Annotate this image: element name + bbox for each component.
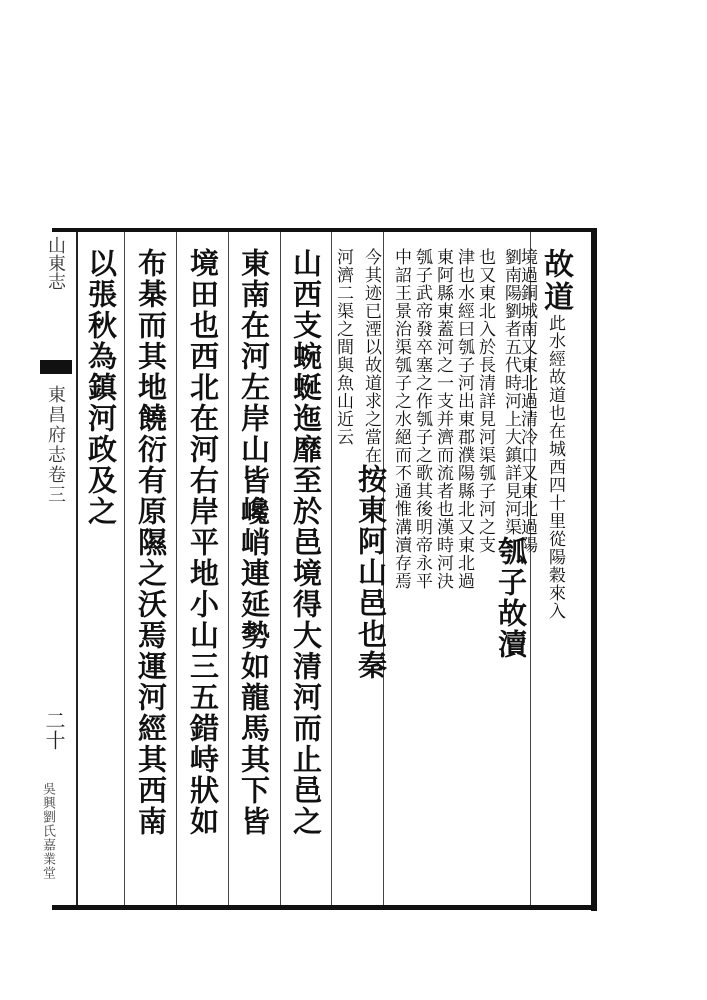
margin-title-top: 山東志 xyxy=(45,236,66,290)
text-column-10: 河濟二渠之間與魚山近云 xyxy=(333,248,353,446)
column-rule xyxy=(124,232,125,905)
text-column-15: 以張秋為鎮河政及之 xyxy=(84,248,118,527)
margin-page-number: 二十 xyxy=(42,710,66,750)
text-column-4: 也又東北入於長清詳見河渠瓠子河之支 xyxy=(475,248,495,554)
text-column-7: 瓠子武帝發卒塞之作瓠子之歌其後明帝永平 xyxy=(412,248,432,590)
page-frame-bottom xyxy=(52,905,597,910)
text-column-6: 東阿縣東蓋河之一支并濟而流者也漢時河決 xyxy=(433,248,453,590)
text-column-14: 布棊而其地饒衍有原隰之沃焉運河經其西南 xyxy=(134,248,168,837)
column-rule xyxy=(331,232,332,905)
margin-book-title: 東昌府志卷三 xyxy=(45,385,66,505)
column-note: 今其迹已湮以故道求之當在 xyxy=(361,248,381,464)
column-heading: 瓠子故瀆 xyxy=(494,536,528,660)
fish-tail-mark xyxy=(40,360,72,374)
library-seal-stamp: 吳興劉氏嘉業堂 xyxy=(40,782,55,880)
text-column-5: 津也水經曰瓠子河出東郡濮陽縣北又東北過 xyxy=(454,248,474,590)
text-column-11: 山西支蜿蜒迤靡至於邑境得大清河而止邑之 xyxy=(289,248,323,837)
column-rule xyxy=(280,232,281,905)
column-note: 劉南陽劉者五代時河上大鎮詳見河渠 xyxy=(501,248,521,536)
text-column-12: 東南在河左岸山皆巉峭連延勢如龍馬其下皆 xyxy=(237,248,271,837)
column-rule xyxy=(228,232,229,905)
text-column-8: 中詔王景治渠瓠子之水絕而不通惟溝瀆存焉 xyxy=(391,248,411,590)
center-fold-line xyxy=(76,232,78,905)
text-column-1 xyxy=(538,248,573,620)
page-frame-top xyxy=(52,228,596,232)
text-column-9 xyxy=(354,248,388,681)
text-column-2: 境過銅城南又東北過清冷口又東北過陽 xyxy=(517,248,537,554)
page-frame-right xyxy=(591,228,597,911)
column-heading: 故道 xyxy=(538,248,573,314)
text-column-13: 境田也西北在河右岸平地小山三五錯峙狀如 xyxy=(186,248,220,837)
column-heading: 按東阿山邑也秦 xyxy=(354,464,388,681)
column-note: 此水經故道也在城西四十里從陽穀來入 xyxy=(545,314,565,620)
column-rule xyxy=(176,232,177,905)
